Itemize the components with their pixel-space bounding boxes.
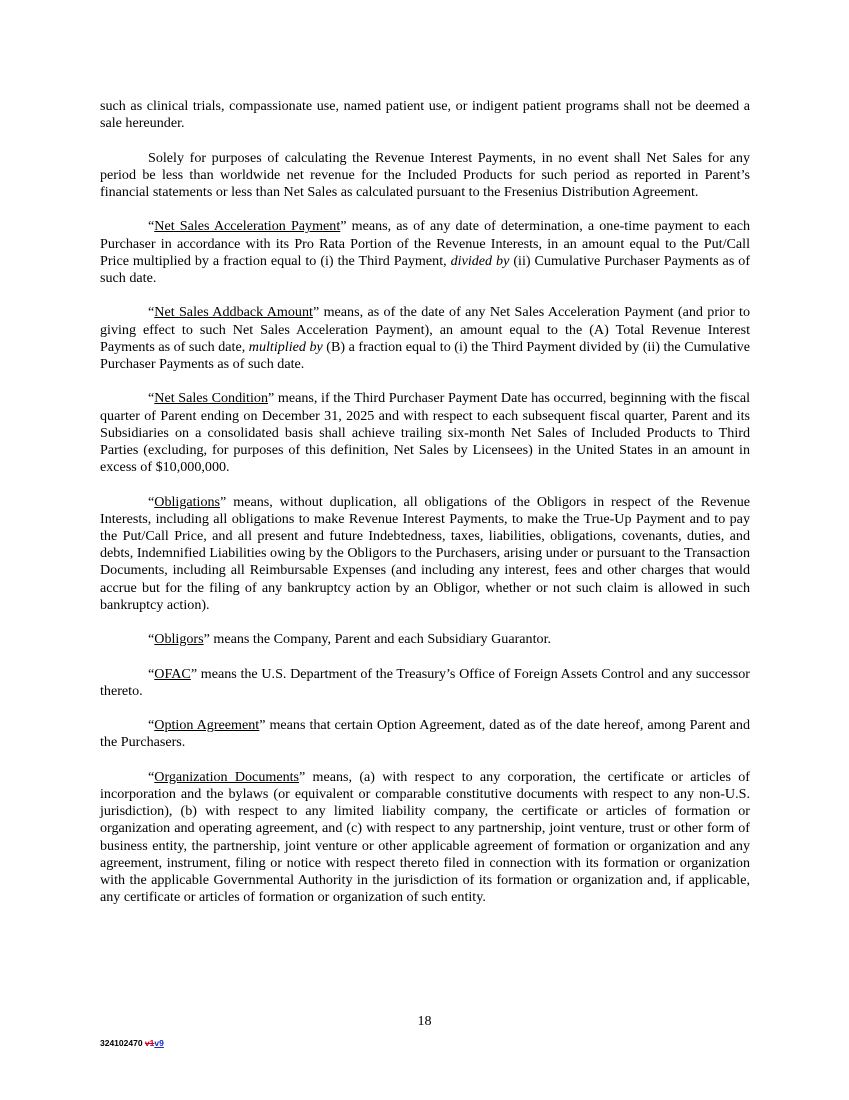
open-quote: “	[148, 493, 155, 510]
paragraph-sale-exclusions	[100, 98, 750, 132]
definition-organization-documents	[100, 769, 750, 907]
open-quote: “	[148, 717, 155, 734]
definition-text: ” means, if the Third Purchaser Payment Date has occurred, beginning with the fiscal quarter of Parent ending on December 31, 2025 and with respect to each subsequent fiscal quarter, Parent and its Subsidiaries on a consolidated basis shall achieve trailing six-month Net Sales of Included Products to Third Parties (excluding, for purposes of this definition, Net Sales by Licensees) in the United States in an amount in excess of $10,000,000.	[100, 390, 750, 476]
definition-text: ” means, as of any date of determination, a one-time payment to each Purchaser in accordance with its Pro Rata Portion of the Revenue Interests, in an amount equal to the Put/Call Price multiplied by a fraction equal to (i) the Third Payment,	[100, 218, 750, 269]
page-number: 18	[417, 1013, 432, 1029]
definition-text: ” means, as of the date of any Net Sales Acceleration Payment (and prior to giving effect to such Net Sales Acceleration Payment), an amount equal to the (A) Total Revenue Interest Payments as of such date,	[100, 304, 750, 355]
inserted-version: v9	[154, 1038, 164, 1048]
open-quote: “	[148, 390, 155, 407]
defined-term: Organization Documents	[154, 768, 300, 785]
definition-text: ” means that certain Option Agreement, dated as of the date hereof, among Parent and the Purchasers.	[100, 717, 750, 751]
definition-text: ” means, (a) with respect to any corporation, the certificate or articles of incorporation and the bylaws (or equivalent or comparable constitutive documents with respect to any non-U.S. jurisdiction), (b) with respect to any limited liability company, the certificate or articles of formation or organization and operating agreement, and (c) with respect to any partnership, joint venture, trust or other form of business entity, the partnership, joint venture or other applicable agreement of formation or organization and any agreement, instrument, filing or notice with respect thereto filed in connection with its formation or organization with the applicable Governmental Authority in the jurisdiction of its formation or organization and, if applicable, any certificate or articles of formation or organization of such entity.	[100, 768, 750, 906]
defined-term: Obligations	[154, 493, 221, 510]
paragraph-text: such as clinical trials, compassionate use, named patient use, or indigent patient programs shall not be deemed a sale hereunder.	[100, 98, 750, 132]
defined-term: OFAC	[154, 665, 191, 682]
open-quote: “	[148, 218, 155, 235]
defined-term: Obligors	[154, 631, 204, 648]
definition-option-agreement	[100, 717, 750, 751]
paragraph-net-sales-floor	[100, 150, 750, 202]
open-quote: “	[148, 631, 155, 648]
definition-obligors	[100, 631, 750, 648]
document-id	[100, 1038, 164, 1048]
defined-term: Net Sales Condition	[154, 390, 268, 407]
open-quote: “	[148, 304, 155, 321]
definition-net-sales-condition	[100, 390, 750, 476]
definition-text: ” means the Company, Parent and each Subsidiary Guarantor.	[203, 631, 552, 648]
definition-ofac	[100, 666, 750, 700]
definition-text: ” means the U.S. Department of the Treasury’s Office of Foreign Assets Control and any successor thereto.	[100, 665, 750, 699]
defined-term: Option Agreement	[154, 717, 260, 734]
open-quote: “	[148, 768, 155, 785]
open-quote: “	[148, 665, 155, 682]
document-number: 324102470	[100, 1038, 143, 1048]
deleted-version: v1	[144, 1038, 155, 1048]
definition-text: (B) a fraction equal to (i) the Third Payment divided by (ii) the Cumulative Purchaser Payments as of such date.	[100, 338, 750, 372]
italic-text: multiplied by	[248, 338, 323, 355]
definition-net-sales-addback-amount	[100, 304, 750, 373]
definition-obligations	[100, 494, 750, 614]
italic-text: divided by	[450, 252, 510, 269]
defined-term: Net Sales Addback Amount	[154, 304, 313, 321]
definition-text: ” means, without duplication, all obligations of the Obligors in respect of the Revenue Interests, including all obligations to make Revenue Interest Payments, to make the True-Up Payment and to pay the Put/Call Price, and all present and future Indebtedness, taxes, liabilities, obligations, covenants, duties, and debts, Indemnified Liabilities owing by the Obligors to the Purchasers, arising under or pursuant to the Transaction Documents, including all Reimbursable Expenses (and including any interest, fees and other charges that would accrue but for the filing of any bankruptcy action by an Obligor, whether or not such claim is allowed in such bankruptcy action).	[100, 493, 750, 613]
paragraph-text: Solely for purposes of calculating the Revenue Interest Payments, in no event shall Net Sales for any period be less than worldwide net revenue for the Included Products for such period as reported in Parent’s financial statements or less than Net Sales as calculated pursuant to the Fresenius Distribution Agreement.	[100, 149, 750, 200]
definition-net-sales-acceleration-payment	[100, 218, 750, 287]
defined-term: Net Sales Acceleration Payment	[154, 218, 341, 235]
definition-text: (ii) Cumulative Purchaser Payments as of such date.	[100, 252, 751, 286]
document-page	[100, 98, 750, 924]
